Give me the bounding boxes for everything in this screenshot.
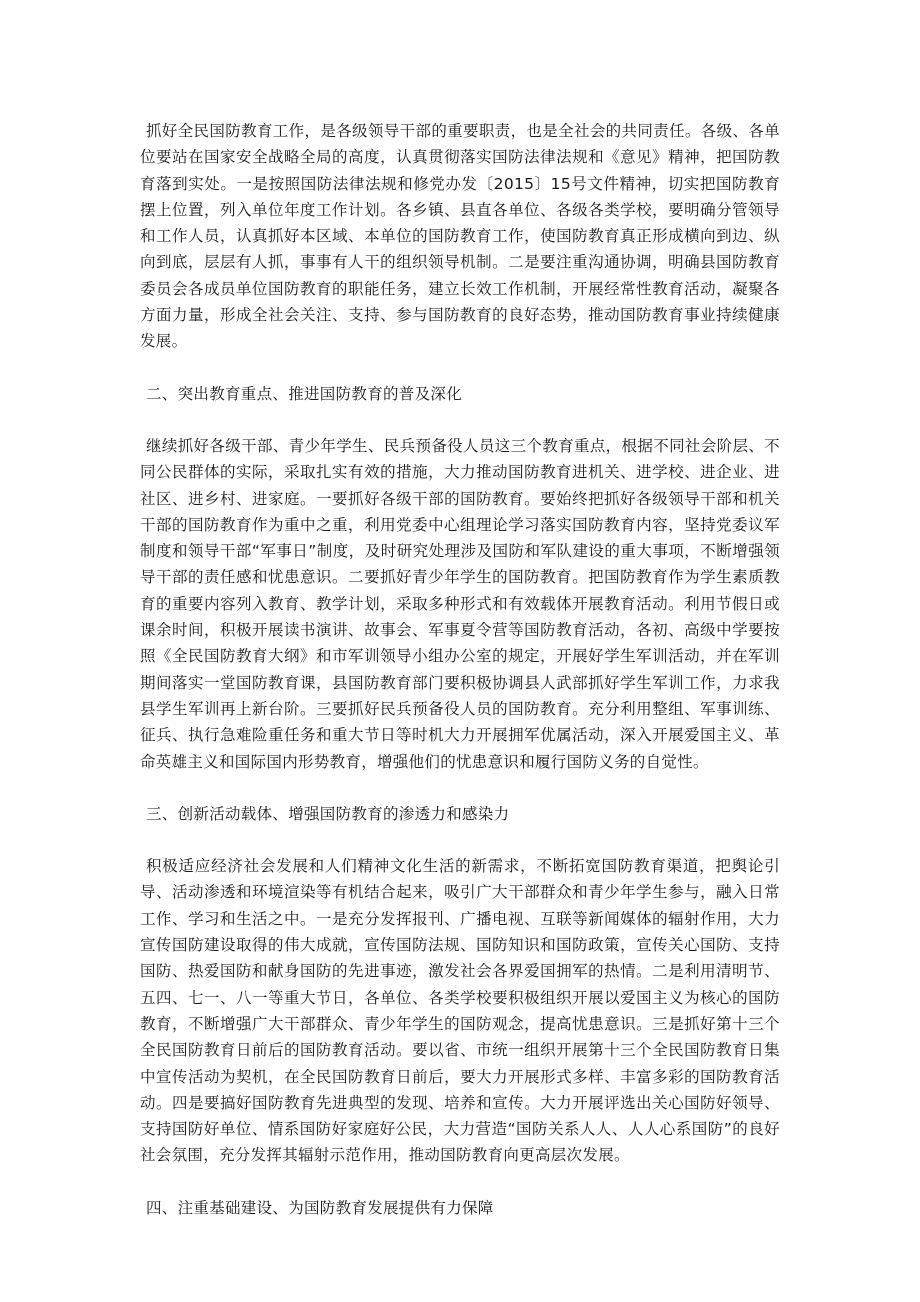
section-heading-2: 二、突出教育重点、推进国防教育的普及深化 xyxy=(146,384,463,403)
section-heading-3: 三、创新活动载体、增强国防教育的渗透力和感染力 xyxy=(146,804,510,823)
document-body xyxy=(140,118,780,1221)
paragraph-leadership-responsibility: 抓好全民国防教育工作，是各级领导干部的重要职责，也是全社会的共同责任。各级、各单位要站在国家安全战略全局的高度，认真贯彻落实国防法律法规和《意见》精神，把国防教育落到实处。一是按照国防法律法规和修党办发〔2015〕15号文件精神，切实把国防教育摆上位置，列入单位年度工作计划。各乡镇、县直各单位、各级各类学校，要明确分管领导和工作人员，认真抓好本区域、本单位的国防教育工作，使国防教育真正形成横向到边、纵向到底，层层有人抓，事事有人干的组织领导机制。二是要注重沟通协调，明确县国防教育委员会各成员单位国防教育的职能任务，建立长效工作机制，开展经常性教育活动，凝聚各方面力量，形成全社会关注、支持、参与国防教育的良好态势，推动国防教育事业持续健康发展。 xyxy=(140,122,780,351)
paragraph-spacer xyxy=(140,1169,780,1195)
paragraph-spacer xyxy=(140,827,780,853)
paragraph-education-focus: 继续抓好各级干部、青少年学生、民兵预备役人员这三个教育重点，根据不同社会阶层、不同公民群体的实际，采取扎实有效的措施，大力推动国防教育进机关、进学校、进企业、进社区、进乡村、进家庭。一要抓好各级干部的国防教育。要始终把抓好各级领导干部和机关干部的国防教育作为重中之重，利用党委中心组理论学习落实国防教育内容，坚持党委议军制度和领导干部“军事日”制度，及时研究处理涉及国防和军队建设的重大事项，不断增强领导干部的责任感和忧患意识。二要抓好青少年学生的国防教育。把国防教育作为学生素质教育的重要内容列入教育、教学计划，采取多种形式和有效载体开展教育活动。利用节假日或课余时间，积极开展读书演讲、故事会、军事夏令营等国防教育活动，各初、高级中学要按照《全民国防教育大纲》和市军训领导小组办公室的规定，开展好学生军训活动，并在军训期间落实一堂国防教育课，县国防教育部门要积极协调县人武部抓好学生军训工作，力求我县学生军训再上新台阶。三要抓好民兵预备役人员的国防教育。充分利用整组、军事训练、征兵、执行急难险重任务和重大节日等时机大力开展拥军优属活动，深入开展爱国主义、革命英雄主义和国际国内形势教育，增强他们的忧患意识和履行国防义务的自觉性。 xyxy=(140,436,780,771)
paragraph-spacer xyxy=(140,355,780,381)
paragraph-spacer xyxy=(140,407,780,433)
paragraph-activity-innovation: 积极适应经济社会发展和人们精神文化生活的新需求，不断拓宽国防教育渠道，把舆论引导、活动渗透和环境渲染等有机结合起来，吸引广大干部群众和青少年学生参与，融入日常工作、学习和生活之中。一是充分发挥报刊、广播电视、互联等新闻媒体的辐射作用，大力宣传国防建设取得的伟大成就，宣传国防法规、国防知识和国防政策，宣传关心国防、支持国防、热爱国防和献身国防的先进事迹，激发社会各界爱国拥军的热情。二是利用清明节、五四、七一、八一等重大节日，各单位、各类学校要积极组织开展以爱国主义为核心的国防教育，不断增强广大干部群众、青少年学生的国防观念，提高忧患意识。三是抓好第十三个全民国防教育日前后的国防教育活动。要以省、市统一组织开展第十三个全民国防教育日集中宣传活动为契机，在全民国防教育日前后，要大力开展形式多样、丰富多彩的国防教育活动。四是要搞好国防教育先进典型的发现、培养和宣传。大力开展评选出关心国防好领导、支持国防好单位、情系国防好家庭好公民，大力营造“国防关系人人、人人心系国防”的良好社会氛围，充分发挥其辐射示范作用，推动国防教育向更高层次发展。 xyxy=(140,857,780,1165)
paragraph-spacer xyxy=(140,775,780,801)
section-heading-4: 四、注重基础建设、为国防教育发展提供有力保障 xyxy=(146,1198,494,1217)
